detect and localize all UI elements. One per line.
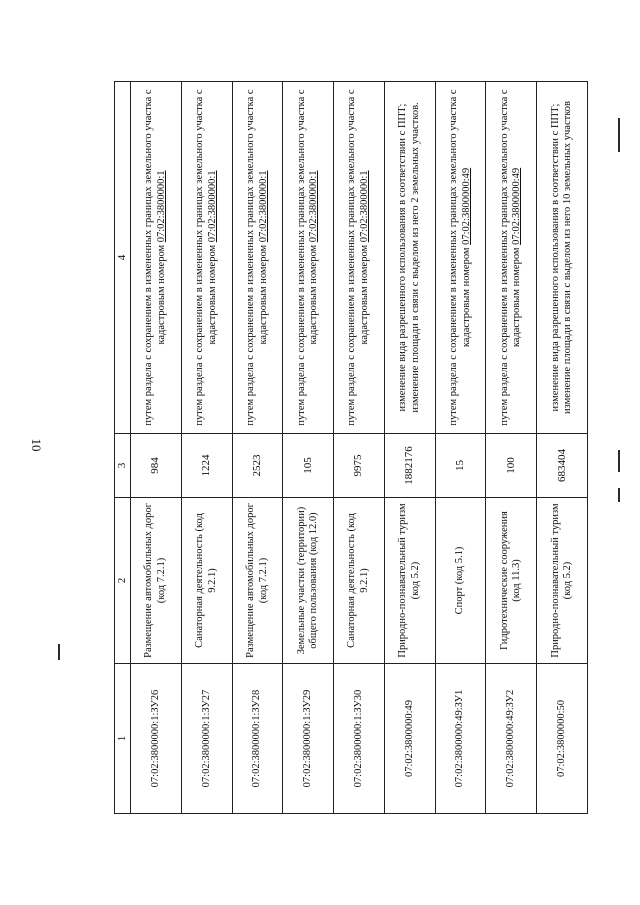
land-plots-table: [114, 81, 588, 814]
column-header: 1: [115, 664, 131, 814]
formation-method-cell: [384, 82, 435, 434]
method-reference: 07:02:3800000:1: [206, 170, 218, 243]
scan-mark: [618, 118, 620, 152]
column-header: 3: [115, 434, 131, 498]
cadastral-id-cell: 07:02:3800000:49:ЗУ1: [435, 664, 486, 814]
cadastral-id-cell: 07:02:3800000:49:ЗУ2: [486, 664, 537, 814]
permitted-use-cell: Природно-познавательный туризм (код 5.2): [384, 498, 435, 664]
method-reference: 07:02:3800000:49: [511, 167, 523, 245]
permitted-use-cell: Размещение автомобильных дорог (код 7.2.1): [131, 498, 182, 664]
page-number: 10: [29, 438, 44, 452]
method-text: путем раздела с сохранением в измененных границах земельного участка с кадастровым номером: [447, 89, 472, 426]
area-cell: 15: [435, 434, 486, 498]
table-row: [537, 82, 588, 814]
formation-method-cell: [537, 82, 588, 434]
method-reference: 07:02:3800000:1: [308, 170, 320, 243]
permitted-use-cell: Санаторная деятельность (код 9.2.1): [334, 498, 385, 664]
area-cell: 2523: [232, 434, 283, 498]
cadastral-id-cell: 07:02:3800000:1:ЗУ26: [131, 664, 182, 814]
cadastral-id-cell: 07:02:3800000:1:ЗУ29: [283, 664, 334, 814]
formation-method-cell: [435, 82, 486, 434]
area-cell: 9975: [334, 434, 385, 498]
method-text: изменение вида разрешенного использования в соответствии с ППТ; изменение площади в связи с выделом из него 10 земельных участков: [549, 101, 574, 414]
table-row: [181, 82, 232, 814]
method-text: путем раздела с сохранением в измененных границах земельного участка с кадастровым номером: [244, 89, 269, 426]
permitted-use-cell: Гидротехнические сооружения (код 11.3): [486, 498, 537, 664]
area-cell: 105: [283, 434, 334, 498]
formation-method-cell: [283, 82, 334, 434]
method-text: путем раздела с сохранением в измененных границах земельного участка с кадастровым номером: [143, 89, 168, 426]
method-text: путем раздела с сохранением в измененных границах земельного участка с кадастровым номером: [194, 89, 218, 426]
permitted-use-cell: Природно-познавательный туризм (код 5.2): [537, 498, 588, 664]
table-row: [131, 82, 182, 814]
table-header-row: [115, 82, 131, 814]
area-cell: 683404: [537, 434, 588, 498]
cadastral-id-cell: 07:02:3800000:1:ЗУ28: [232, 664, 283, 814]
scan-mark: [58, 644, 60, 660]
formation-method-cell: [334, 82, 385, 434]
rotated-table-container: [114, 82, 588, 814]
table-row: [334, 82, 385, 814]
method-reference: 07:02:3800000:1: [257, 170, 269, 243]
cadastral-id-cell: 07:02:3800000:50: [537, 664, 588, 814]
formation-method-cell: [131, 82, 182, 434]
method-text: путем раздела с сохранением в измененных границах земельного участка с кадастровым номером: [295, 89, 320, 426]
table-row: [232, 82, 283, 814]
formation-method-cell: [232, 82, 283, 434]
formation-method-cell: [486, 82, 537, 434]
scan-mark: [618, 488, 620, 502]
table-row: [435, 82, 486, 814]
scan-mark: [618, 450, 620, 472]
permitted-use-cell: Размещение автомобильных дорог (код 7.2.1): [232, 498, 283, 664]
method-text: путем раздела с сохранением в измененных границах земельного участка с кадастровым номером: [498, 89, 523, 426]
method-reference: 07:02:3800000:1: [156, 170, 168, 243]
area-cell: 1224: [181, 434, 232, 498]
table-row: [384, 82, 435, 814]
method-text: путем раздела с сохранением в измененных границах земельного участка с кадастровым номером: [346, 89, 371, 426]
method-reference: 07:02:3800000:1: [359, 170, 371, 243]
permitted-use-cell: Спорт (код 5.1): [435, 498, 486, 664]
area-cell: 1882176: [384, 434, 435, 498]
cadastral-id-cell: 07:02:3800000:49: [384, 664, 435, 814]
permitted-use-cell: Земельные участки (территории) общего пользования (код 12.0): [283, 498, 334, 664]
method-text: изменение вида разрешенного использования в соответствии с ППТ; изменение площади в связи с выделом из него 2 земельных участков.: [397, 102, 421, 413]
column-header: 4: [115, 82, 131, 434]
method-reference: 07:02:3800000:49: [460, 167, 472, 245]
area-cell: 100: [486, 434, 537, 498]
table-row: [486, 82, 537, 814]
area-cell: 984: [131, 434, 182, 498]
cadastral-id-cell: 07:02:3800000:1:ЗУ27: [181, 664, 232, 814]
permitted-use-cell: Санаторная деятельность (код 9.2.1): [181, 498, 232, 664]
cadastral-id-cell: 07:02:3800000:1:ЗУ30: [334, 664, 385, 814]
table-row: [283, 82, 334, 814]
column-header: 2: [115, 498, 131, 664]
formation-method-cell: [181, 82, 232, 434]
